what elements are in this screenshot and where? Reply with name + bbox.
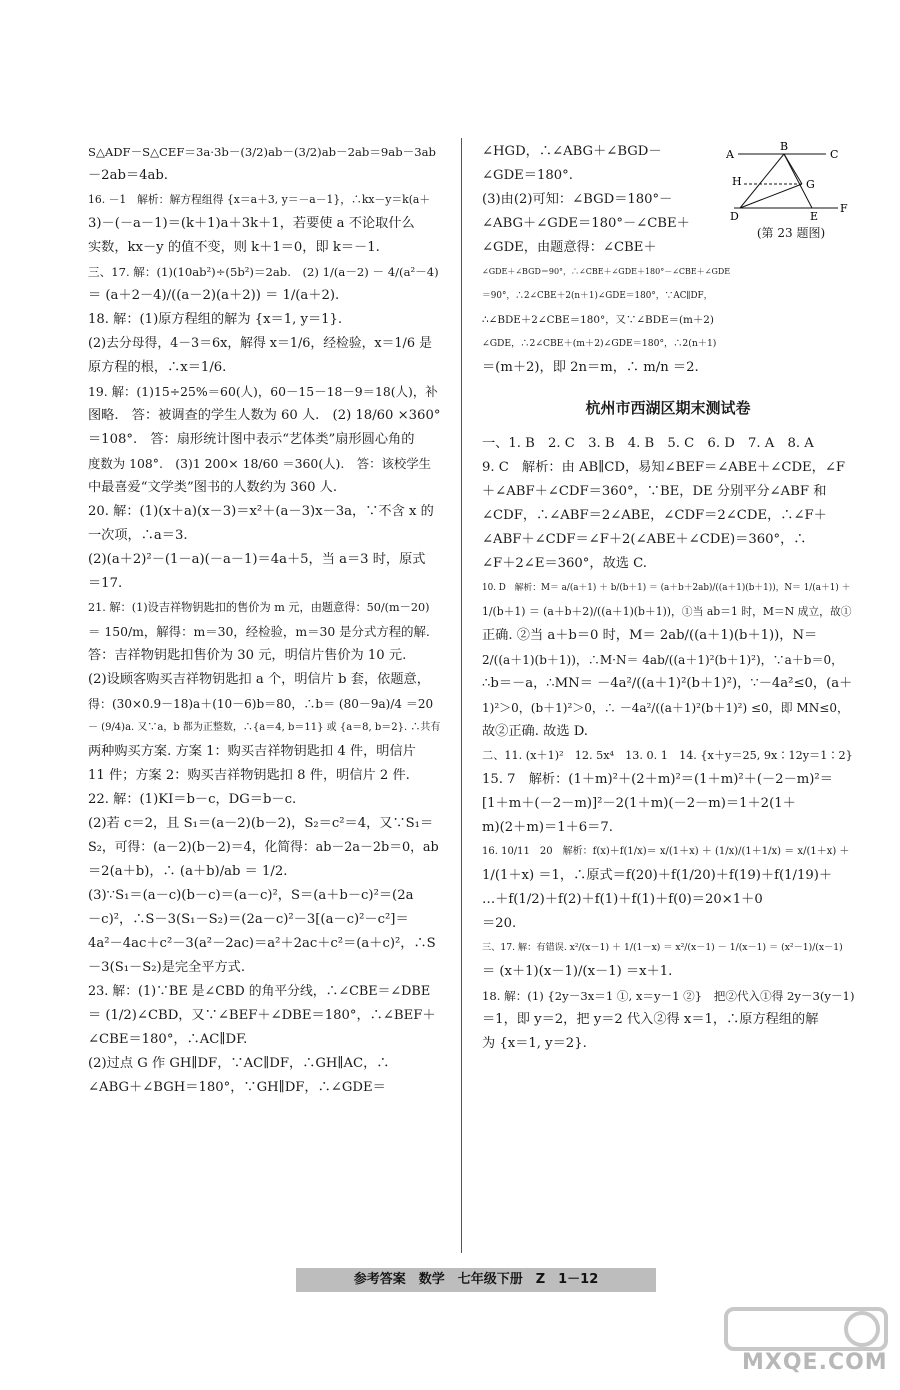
- text-line: 图略. 答：被调查的学生人数为 60 人. (2) 18/60 ×360°: [88, 408, 441, 423]
- text-line: 3)－(－a－1)＝(k＋1)a＋3k＋1，若要使 a 不论取什么: [88, 216, 415, 231]
- text-line: ∠GDE＋∠BGD＝90°，∴∠CBE＋∠GDE＋180°－∠CBE＋∠GDE: [482, 267, 731, 276]
- text-line: 1/(b＋1) ＝ (a＋b＋2)/((a＋1)(b＋1))，①当 ab＝1 时，M＝N 成立，故①: [482, 605, 852, 618]
- text-line: ＝ (1/2)∠CBD，又∵∠BEF＋∠DBE＝180°，∴∠BEF＋: [88, 1008, 436, 1023]
- text-line: ∠ABG＋∠BGH＝180°，∵GH∥DF，∴∠GDE＝: [88, 1080, 386, 1095]
- text-line: 两种购买方案. 方案 1：购买吉祥物钥匙扣 4 件，明信片: [88, 744, 416, 759]
- text-line: (2)设顾客购买吉祥物钥匙扣 a 个，明信片 b 套，依题意，: [88, 672, 430, 687]
- text-line: 1)²＞0，(b＋1)²＞0，∴ －4a²/((a＋1)²(b＋1)²) ≤0，即 MN≤0，: [482, 701, 849, 715]
- label-c: C: [830, 148, 839, 161]
- text-line: 度数为 108°. (3)1 200× 18/60 ＝360(人). 答：该校学生: [88, 456, 432, 471]
- text-line: 二、11. (x＋1)² 12. 5x⁴ 13. 0. 1 14. {x＋y＝25, 9x∶12y＝1∶2}: [482, 749, 853, 762]
- text-line: 16. －1 解析：解方程组得 {x＝a＋3, y＝－a－1}，∴kx－y＝k(a＋: [88, 193, 431, 206]
- text-line: …＋f(1/2)＋f(2)＋f(1)＋f(1)＋f(0)＝20×1＋0: [482, 892, 763, 907]
- text-line: 1/(1＋x) ＝1，∴原式＝f(20)＋f(1/20)＋f(19)＋f(1/19)＋: [482, 868, 833, 883]
- text-line: 23. 解：(1)∵BE 是∠CBD 的角平分线，∴∠CBE＝∠DBE: [88, 984, 431, 999]
- text-line: (2)(a＋2)²－(1－a)(－a－1)＝4a＋5，当 a＝3 时，原式: [88, 552, 426, 567]
- text-line: ∠CDF，∴∠ABF＝2∠ABE，∠CDF＝2∠CDE，∴∠F＋: [482, 508, 827, 523]
- text-line: 三、17. 解：有错误. x²/(x－1) ＋ 1/(1－x) ＝ x²/(x－1) － 1/(x－1) ＝ (x²－1)/(x－1): [482, 942, 843, 953]
- watermark-text: MXQE.COM: [742, 1350, 888, 1375]
- text-line: ∠ABG＋∠GDE＝180°－∠CBE＋: [482, 216, 690, 231]
- text-line: －3(S₁－S₂)是完全平方式.: [88, 960, 246, 975]
- text-line: 21. 解：(1)设吉祥物钥匙扣的售价为 m 元，由题意得：50/(m－20): [88, 601, 430, 614]
- text-line: 一次项，∴a＝3.: [88, 528, 188, 543]
- text-line: ＝2(a＋b)，∴ (a＋b)/ab ＝ 1/2.: [88, 864, 288, 879]
- text-line: 得：(30×0.9－18)a＋(10－6)b＝80，∴b＝ (80－9a)/4 ＝20: [88, 697, 434, 711]
- right-column: [482, 140, 854, 1056]
- text-line: 15. 7 解析：(1＋m)²＋(2＋m)²＝(1＋m)²＋(－2－m)²＝: [482, 772, 833, 787]
- text-line: 22. 解：(1)KI＝b－c，DG＝b－c.: [88, 792, 297, 807]
- geometry-figure: [726, 140, 856, 240]
- text-line: ∠F＋2∠E＝360°，故选 C.: [482, 556, 647, 571]
- text-line: 原方程的根，∴x＝1/6.: [88, 360, 227, 375]
- text-line: (2)过点 G 作 GH∥DF，∵AC∥DF，∴GH∥AC，∴: [88, 1056, 390, 1071]
- text-line: (2)若 c＝2，且 S₁＝(a－2)(b－2)，S₂＝c²＝4，又∵S₁＝: [88, 816, 434, 831]
- text-line: 4a²－4ac＋c²－3(a²－2ac)＝a²＋2ac＋c²＝(a＋c)²，∴S: [88, 936, 436, 951]
- text-line: ＝ 150/m，解得：m＝30，经检验，m＝30 是分式方程的解.: [88, 624, 430, 639]
- text-line: ＝(m＋2)，即 2n＝m，∴ m/n ＝2.: [482, 360, 699, 375]
- text-line: ＝108°. 答：扇形统计图中表示“艺体类”扇形圆心角的: [88, 432, 415, 447]
- text-line: 10. D 解析：M＝ a/(a＋1) ＋ b/(b＋1) ＝ (a＋b＋2ab)/((a＋1)(b＋1))，N＝ 1/(a＋1) ＋: [482, 583, 851, 593]
- figure-caption: (第 23 题图): [756, 226, 826, 240]
- text-line: 一、1. B 2. C 3. B 4. B 5. C 6. D 7. A 8. A: [482, 436, 814, 451]
- text-line: ∠HGD，∴∠ABG＋∠BGD－: [482, 144, 662, 159]
- text-line: ∠GDE，∴2∠CBE＋(m＋2)∠GDE＝180°，∴2(n＋1): [482, 338, 717, 349]
- section-title: 杭州市西湖区期末测试卷: [585, 399, 751, 417]
- label-d: D: [730, 210, 739, 223]
- label-h: H: [732, 175, 742, 188]
- left-column: [88, 140, 440, 1100]
- text-line: (2)去分母得，4－3＝6x，解得 x＝1/6，经检验，x＝1/6 是: [88, 336, 432, 351]
- text-line: m)(2＋m)＝1＋6＝7.: [482, 820, 613, 835]
- column-divider: [461, 138, 462, 1253]
- text-line: 三、17. 解：(1)(10ab²)÷(5b²)＝2ab. (2) 1/(a－2) － 4/(a²－4): [88, 265, 439, 279]
- text-line: (3)由(2)可知：∠BGD＝180°－: [482, 192, 673, 207]
- text-line: － (9/4)a. 又∵a，b 都为正整数，∴{a＝4, b＝11} 或 {a＝8, b＝2}. ∴共有: [88, 722, 441, 733]
- label-a: A: [726, 148, 734, 161]
- text-line: ∠ABF＋∠CDF＝∠F＋2(∠ABE＋∠CDE)＝360°，∴: [482, 532, 807, 547]
- text-line: ∴∠BDE＋2∠CBE＝180°，又∵∠BDE＝(m＋2): [482, 314, 714, 326]
- text-line: ∠GDE，由题意得：∠CBE＋: [482, 240, 657, 255]
- text-line: 正确. ②当 a＋b＝0 时，M＝ 2ab/((a＋1)(b＋1))，N＝: [482, 628, 818, 643]
- text-line: [1＋m＋(－2－m)]²－2(1＋m)(－2－m)＝1＋2(1＋: [482, 796, 796, 811]
- text-line: 11 件；方案 2：购买吉祥物钥匙扣 8 件，明信片 2 件.: [88, 768, 410, 783]
- text-line: 实数，kx－y 的值不变，则 k＋1＝0，即 k＝－1.: [88, 240, 380, 255]
- text-line: ＝20.: [482, 916, 517, 931]
- text-line: ∠CBE＝180°，∴AC∥DF.: [88, 1032, 248, 1047]
- text-line: ＝90°，∴2∠CBE＋2(n＋1)∠GDE＝180°，∵AC∥DF，: [482, 291, 713, 301]
- text-line: 答：吉祥物钥匙扣售价为 30 元，明信片售价为 10 元.: [88, 648, 407, 663]
- text-line: S△ADF－S△CEF＝3a·3b－(3/2)ab－(3/2)ab－2ab＝9ab－3ab: [88, 145, 436, 159]
- figure-23-diagram: [726, 140, 856, 224]
- text-line: 18. 解：(1) {2y－3x＝1 ①, x＝y－1 ②} 把②代入①得 2y－3(y－1): [482, 989, 855, 1003]
- text-line: 9. C 解析：由 AB∥CD，易知∠BEF＝∠ABE＋∠CDE，∠F: [482, 460, 846, 475]
- text-line: 18. 解：(1)原方程组的解为 {x＝1, y＝1}.: [88, 312, 343, 327]
- text-line: ＝17.: [88, 576, 123, 591]
- text-line: ∴b＝－a，∴MN＝ －4a²/((a＋1)²(b＋1)²)，∵－4a²≤0，(a＋: [482, 676, 853, 691]
- text-line: 16. 10/11 20 解析：f(x)＋f(1/x)＝ x/(1＋x) ＋ (1/x)/(1＋1/x) ＝ x/(1＋x) ＋: [482, 846, 850, 857]
- text-line: 2/((a＋1)(b＋1))，∴M·N＝ 4ab/((a＋1)²(b＋1)²)，∵a＋b＝0，: [482, 653, 844, 667]
- text-line: S₂，可得：(a－2)(b－2)＝4，化简得：ab－2a－2b＝0，ab: [88, 840, 439, 855]
- text-line: 20. 解：(1)(x＋a)(x－3)＝x²＋(a－3)x－3a，∵不含 x 的: [88, 504, 434, 519]
- text-line: 为 {x＝1, y＝2}.: [482, 1036, 587, 1051]
- text-line: (3)∵S₁＝(a－c)(b－c)＝(a－c)²，S＝(a＋b－c)²＝(2a: [88, 888, 414, 903]
- label-e: E: [810, 210, 819, 223]
- right-column-top: [482, 140, 731, 380]
- label-g: G: [806, 178, 815, 191]
- text-line: ＝1，即 y＝2，把 y＝2 代入②得 x＝1，∴原方程组的解: [482, 1012, 819, 1027]
- text-line: －c)²，∴S－3(S₁－S₂)＝(2a－c)²－3[(a－c)²－c²]＝: [88, 912, 409, 927]
- right-column-bottom: [482, 432, 854, 1056]
- label-f: F: [840, 202, 848, 215]
- footer-bar: 参考答案 数学 七年级下册 Z 1－12: [296, 1268, 656, 1292]
- text-line: 中最喜爱“文学类”图书的人数约为 360 人.: [88, 480, 338, 495]
- text-line: ＝ (a＋2－4)/((a－2)(a＋2)) ＝ 1/(a＋2).: [88, 288, 340, 303]
- text-line: ＝ (x＋1)(x－1)/(x－1) ＝x＋1.: [482, 964, 673, 979]
- text-line: 19. 解：(1)15÷25%＝60(人)，60－15－18－9＝18(人)，补: [88, 384, 438, 399]
- text-line: ＋∠ABF＋∠CDF＝360°，∵BE，DE 分别平分∠ABF 和: [482, 484, 827, 499]
- text-line: ∠GDE＝180°.: [482, 168, 573, 183]
- text-line: －2ab＝4ab.: [88, 168, 168, 183]
- label-b: B: [780, 140, 789, 153]
- text-line: 故②正确. 故选 D.: [482, 724, 588, 739]
